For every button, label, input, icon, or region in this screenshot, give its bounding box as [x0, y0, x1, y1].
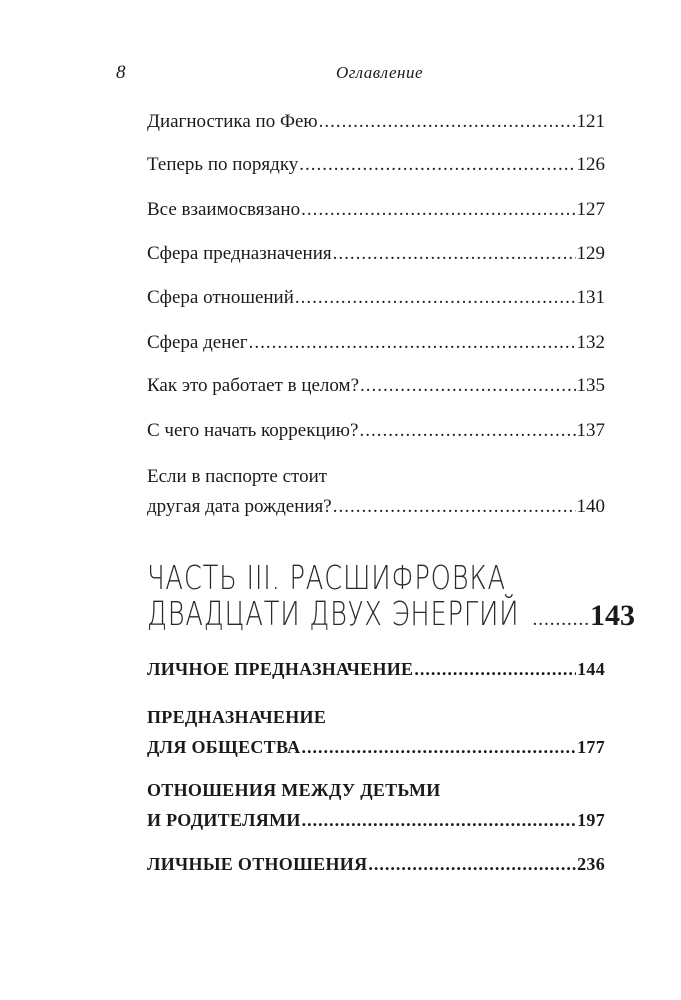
page-number: 8 — [116, 62, 126, 83]
leader-dots: .......... — [532, 609, 590, 630]
toc-entry — [147, 416, 605, 446]
leader-dots — [319, 107, 576, 137]
toc-page: 132 — [576, 332, 605, 353]
toc-title-line1: Если в паспорте стоит — [147, 466, 328, 487]
page-header — [116, 62, 603, 90]
toc-page: 131 — [576, 287, 605, 308]
toc-entry — [147, 150, 605, 180]
leader-dots — [414, 654, 576, 684]
toc-title: Теперь по порядку — [147, 154, 299, 175]
leader-dots — [359, 416, 575, 446]
leader-dots — [333, 492, 576, 522]
toc-entry — [147, 107, 605, 137]
leader-dots — [360, 371, 576, 401]
leader-dots — [302, 805, 576, 835]
part-heading — [147, 558, 635, 636]
toc-entry — [147, 195, 605, 225]
toc-page: 137 — [576, 420, 605, 441]
leader-dots — [299, 150, 575, 180]
chapter-page: 177 — [577, 737, 605, 757]
chapter-entry — [147, 849, 605, 879]
toc-entry — [147, 371, 605, 401]
leader-dots — [249, 328, 576, 358]
chapter-page: 197 — [577, 810, 605, 830]
toc-entry — [147, 328, 605, 358]
chapter-entry — [147, 702, 605, 762]
chapter-page: 144 — [577, 659, 605, 679]
toc-entry — [147, 462, 605, 522]
toc-page: 129 — [576, 243, 605, 264]
toc-page: 127 — [576, 199, 605, 220]
part-page: 143 — [589, 599, 635, 632]
toc-page: 121 — [576, 111, 605, 132]
toc-page: 140 — [576, 496, 605, 517]
toc-title: Сфера предназначения — [147, 243, 332, 264]
toc-entry — [147, 239, 605, 269]
chapter-title-line2: И РОДИТЕЛЯМИ — [147, 810, 301, 830]
toc-title: С чего начать коррекцию? — [147, 420, 359, 441]
chapter-page: 236 — [577, 854, 605, 874]
leader-dots — [301, 195, 575, 225]
toc-title: Сфера отношений — [147, 287, 294, 308]
chapter-entry — [147, 775, 605, 835]
part-title-line2: ДВАДЦАТИ ДВУХ ЭНЕРГИЙ — [147, 594, 520, 633]
leader-dots — [368, 849, 576, 879]
toc-title: Сфера денег — [147, 332, 248, 353]
running-title: Оглавление — [335, 63, 424, 82]
part-title-line1: ЧАСТЬ III. РАСШИФРОВКА — [147, 558, 506, 597]
toc-title-line2: другая дата рождения? — [147, 496, 332, 517]
chapter-title-line1: ПРЕДНАЗНАЧЕНИЕ — [147, 707, 327, 727]
toc-entry — [147, 283, 605, 313]
toc-title: Диагностика по Фею — [147, 111, 318, 132]
leader-dots — [295, 283, 576, 313]
chapter-entry — [147, 654, 605, 684]
toc-page: 126 — [576, 154, 605, 175]
chapter-title-line1: ОТНОШЕНИЯ МЕЖДУ ДЕТЬМИ — [147, 780, 441, 800]
toc-title: Все взаимосвязано — [147, 199, 301, 220]
toc-page: 135 — [576, 375, 605, 396]
toc-title: Как это работает в целом? — [147, 375, 359, 396]
chapter-title-line2: ДЛЯ ОБЩЕСТВА — [147, 737, 301, 757]
leader-dots — [333, 239, 576, 269]
leader-dots — [301, 732, 576, 762]
chapter-title: ЛИЧНОЕ ПРЕДНАЗНАЧЕНИЕ — [147, 659, 414, 679]
chapter-title: ЛИЧНЫЕ ОТНОШЕНИЯ — [147, 854, 368, 874]
